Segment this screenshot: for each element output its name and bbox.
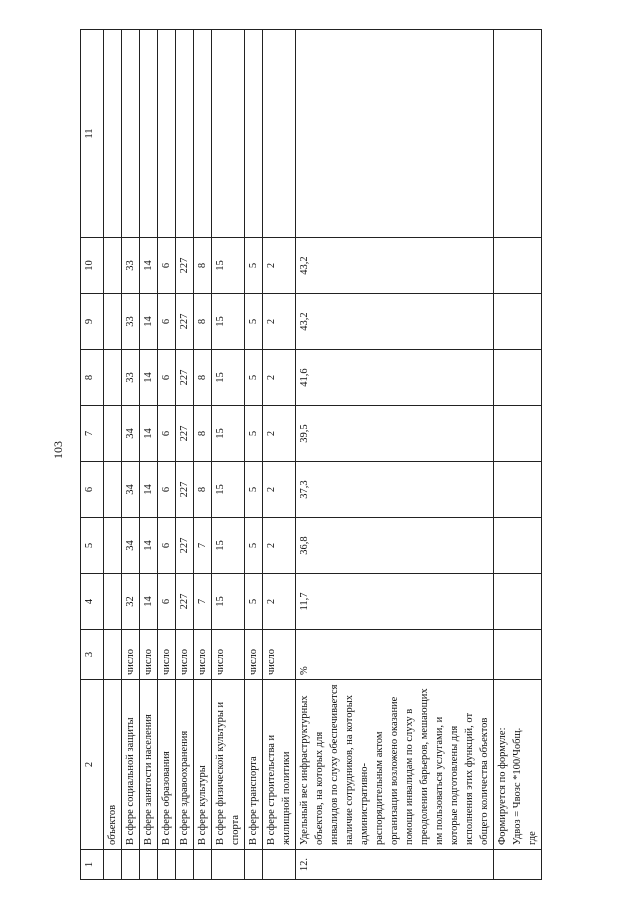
row-value: 5: [245, 462, 263, 518]
row-number-cell: [212, 850, 245, 880]
row-value: 227: [176, 350, 194, 406]
col-header: 5: [81, 518, 104, 574]
row-value: 8: [194, 350, 212, 406]
row-value: 6: [158, 518, 176, 574]
row-value: 7: [194, 574, 212, 630]
row-value: 6: [158, 406, 176, 462]
indicator-value: 43,2: [296, 294, 494, 350]
col-header: 7: [81, 406, 104, 462]
indicator-unit: %: [296, 630, 494, 680]
col-header: 11: [81, 30, 104, 238]
row-value: 14: [140, 294, 158, 350]
table-row: [104, 30, 122, 880]
indicator-value: 11,7: [296, 574, 494, 630]
row-value: 5: [245, 350, 263, 406]
indicator-row: [296, 30, 494, 880]
table-row: [245, 30, 263, 880]
row-value: 227: [176, 574, 194, 630]
indicator-value: 39,5: [296, 406, 494, 462]
row-value: 227: [176, 406, 194, 462]
formula-line: Удвоз = Чвозс *100/Чобщ.: [512, 727, 523, 845]
table-row: [176, 30, 194, 880]
table-row: [194, 30, 212, 880]
row-value: 227: [176, 294, 194, 350]
row-value: 14: [140, 462, 158, 518]
row-value: 14: [140, 350, 158, 406]
formula-line: Формируется по формуле:: [497, 727, 508, 845]
row-value: 14: [140, 406, 158, 462]
row-note-cell: [263, 30, 296, 238]
row-value: 5: [245, 518, 263, 574]
row-unit: число: [194, 630, 212, 680]
row-value: 8: [194, 294, 212, 350]
page-number: 103: [51, 441, 65, 459]
row-value: 5: [245, 406, 263, 462]
row-value: 2: [263, 238, 296, 294]
indicator-number: 12.: [296, 850, 494, 880]
row-value: 2: [263, 406, 296, 462]
col-header: 1: [81, 850, 104, 880]
col-header: 6: [81, 462, 104, 518]
col-header: 2: [81, 680, 104, 850]
row-unit: число: [158, 630, 176, 680]
indicator-value: 37,3: [296, 462, 494, 518]
indicator-table: [80, 29, 542, 880]
row-value: 2: [263, 294, 296, 350]
row-number-cell: [140, 850, 158, 880]
row-value: 33: [122, 350, 140, 406]
row-value: 5: [245, 238, 263, 294]
row-label: В сфере здравоохранения: [176, 680, 194, 850]
col-header: 9: [81, 294, 104, 350]
row-note-cell: [194, 30, 212, 238]
row-number-cell: [158, 850, 176, 880]
header-row: [81, 30, 104, 880]
row-number-cell: [194, 850, 212, 880]
table-row: [263, 30, 296, 880]
table-row: [158, 30, 176, 880]
row-label: В сфере занятости населения: [140, 680, 158, 850]
row-number-cell: [263, 850, 296, 880]
row-note-cell: [140, 30, 158, 238]
row-note-cell: [176, 30, 194, 238]
row-value: 33: [122, 294, 140, 350]
row-value: 34: [122, 406, 140, 462]
row-value: 8: [194, 462, 212, 518]
row-number-cell: [122, 850, 140, 880]
row-value: 5: [245, 574, 263, 630]
row-value: 8: [194, 406, 212, 462]
row-value: 8: [194, 238, 212, 294]
formula-row: [494, 30, 542, 880]
rotated-table-container: [80, 30, 538, 880]
row-value: 2: [263, 574, 296, 630]
row-value: 14: [140, 238, 158, 294]
row-note-cell: [212, 30, 245, 238]
row-label: В сфере культуры: [194, 680, 212, 850]
row-note-cell: [245, 30, 263, 238]
row-value: 32: [122, 574, 140, 630]
row-value: 6: [158, 350, 176, 406]
row-label: В сфере образования: [158, 680, 176, 850]
formula-text: [494, 680, 542, 850]
formula-line: где: [527, 831, 538, 845]
row-value: 227: [176, 518, 194, 574]
row-value: 15: [212, 350, 245, 406]
row-value: 6: [158, 574, 176, 630]
row-value: 5: [245, 294, 263, 350]
row-number-cell: [245, 850, 263, 880]
row-value: 6: [158, 238, 176, 294]
row-value: 34: [122, 518, 140, 574]
col-header: 3: [81, 630, 104, 680]
row-value: 7: [194, 518, 212, 574]
table-row: [122, 30, 140, 880]
row-value: 2: [263, 462, 296, 518]
sub-rows: [122, 30, 296, 880]
row-value: 15: [212, 462, 245, 518]
row-value: 15: [212, 518, 245, 574]
row-value: 15: [212, 574, 245, 630]
row-value: 227: [176, 238, 194, 294]
row-value: 6: [158, 294, 176, 350]
row-value: 15: [212, 238, 245, 294]
col-header: 8: [81, 350, 104, 406]
row-label: В сфере социальной защиты: [122, 680, 140, 850]
row-value: 2: [263, 350, 296, 406]
indicator-text: Удельный вес инфраструктурных объектов, на которых для инвалидов по слуху обеспечивается наличие сотрудников, на которых административно-распорядительным актом организации возложено оказание помощи инвалидам по слуху в преодолении барьеров, мешающих им пользоваться услугами, и которые подготовлены для исполнения этих функций, от общего количества объектов: [296, 680, 494, 850]
row-value: 2: [263, 518, 296, 574]
indicator-value: 41,6: [296, 350, 494, 406]
indicator-value: 36,8: [296, 518, 494, 574]
row-label: объектов: [104, 680, 122, 850]
row-value: 15: [212, 294, 245, 350]
row-value: 34: [122, 462, 140, 518]
row-label: В сфере физической культуры и спорта: [212, 680, 245, 850]
row-value: 14: [140, 574, 158, 630]
row-unit: число: [176, 630, 194, 680]
row-label: В сфере транспорта: [245, 680, 263, 850]
row-note-cell: [122, 30, 140, 238]
col-header: 10: [81, 238, 104, 294]
table-row: [212, 30, 245, 880]
row-note-cell: [158, 30, 176, 238]
row-unit: число: [212, 630, 245, 680]
row-value: 6: [158, 462, 176, 518]
col-header: 4: [81, 574, 104, 630]
row-value: 227: [176, 462, 194, 518]
row-value: 33: [122, 238, 140, 294]
row-number-cell: [176, 850, 194, 880]
table-row: [140, 30, 158, 880]
row-value: 14: [140, 518, 158, 574]
row-unit: число: [122, 630, 140, 680]
row-unit: число: [140, 630, 158, 680]
row-label: В сфере строительства и жилищной политики: [263, 680, 296, 850]
row-value: 15: [212, 406, 245, 462]
row-unit: число: [245, 630, 263, 680]
indicator-value: 43,2: [296, 238, 494, 294]
row-unit: число: [263, 630, 296, 680]
